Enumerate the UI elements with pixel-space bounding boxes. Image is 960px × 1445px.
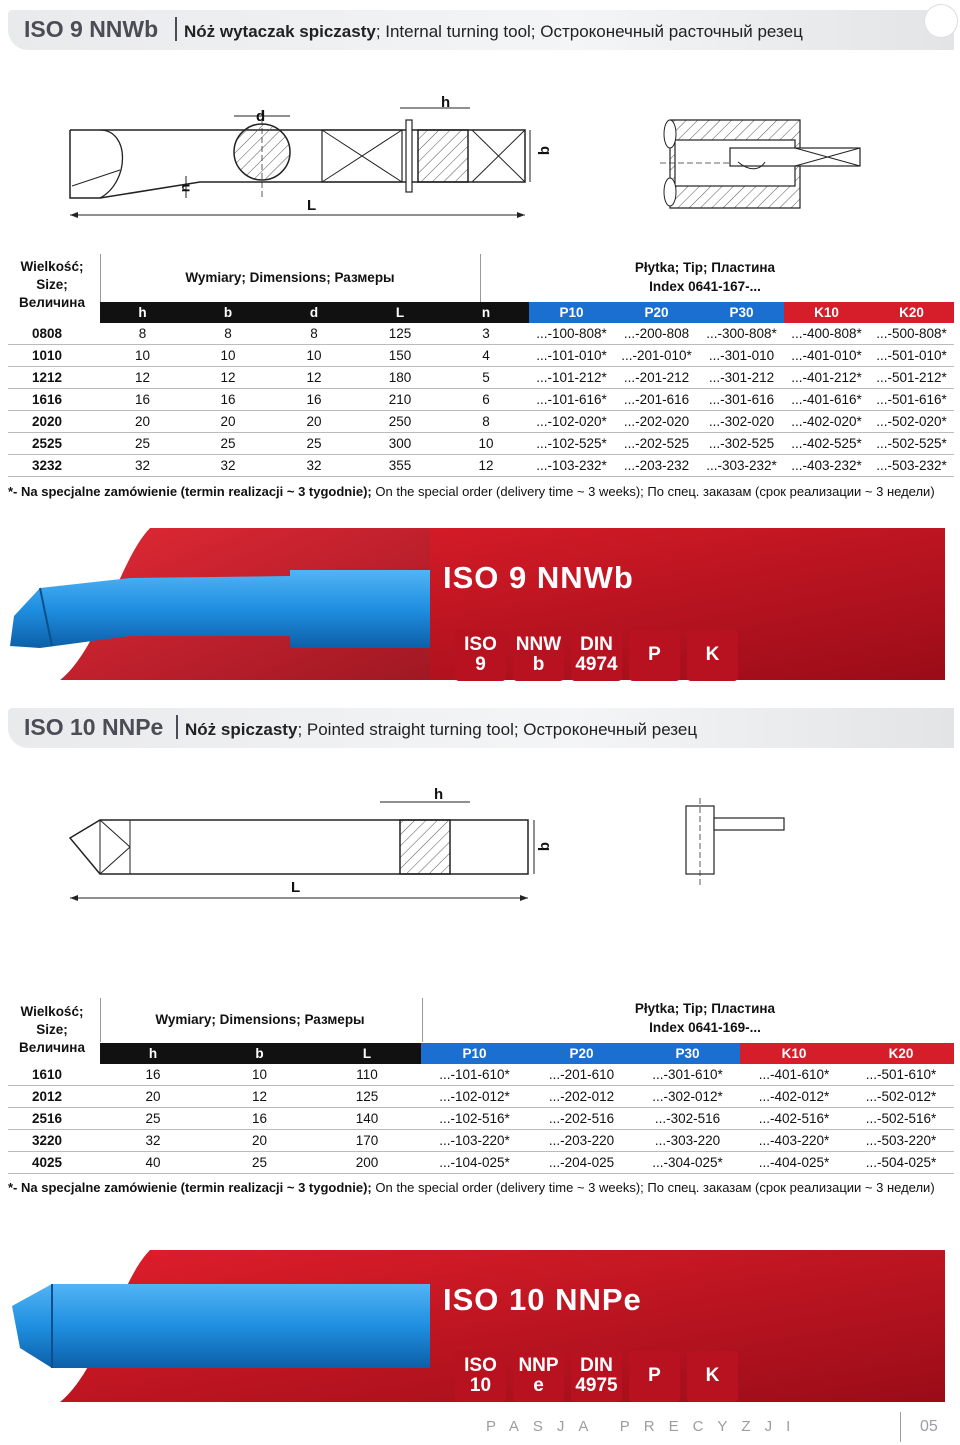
standard-badge xyxy=(571,1351,622,1402)
table-row xyxy=(8,345,954,367)
col-k10: K10 xyxy=(784,302,869,323)
badge-line1: K xyxy=(705,644,720,665)
table-row xyxy=(8,323,954,345)
tip-code-cell: ...-102-525* xyxy=(529,433,614,455)
standard-badge xyxy=(687,630,738,681)
badge-line2: 9 xyxy=(475,654,486,675)
dimension-cell: 10 xyxy=(271,345,357,367)
col-p20: P20 xyxy=(528,1043,635,1064)
corner-circle xyxy=(924,4,958,38)
badge-line2: 4975 xyxy=(575,1375,618,1396)
tip-code-cell: ...-303-220 xyxy=(635,1130,740,1152)
technical-drawing-iso9 xyxy=(60,90,880,230)
tip-code-cell: ...-302-525 xyxy=(699,433,784,455)
dimension-cell: 12 xyxy=(100,367,185,389)
table-header-row xyxy=(8,1043,954,1064)
table-row xyxy=(8,433,954,455)
dimension-cell: 140 xyxy=(313,1108,421,1130)
badge-line1: DIN xyxy=(580,634,613,655)
tip-code-cell: ...-203-220 xyxy=(528,1130,635,1152)
dimension-cell: 150 xyxy=(357,345,443,367)
dim-label-h: h xyxy=(441,94,451,111)
tip-code-cell: ...-101-010* xyxy=(529,345,614,367)
tip-code-cell: ...-402-012* xyxy=(740,1086,848,1108)
dimension-cell: 25 xyxy=(271,433,357,455)
badge-line1: K xyxy=(705,1365,720,1386)
size-cell: 1010 xyxy=(8,345,100,367)
col-L: L xyxy=(357,302,443,323)
tip-code-cell: ...-302-020 xyxy=(699,411,784,433)
special-order-note xyxy=(8,484,935,499)
dimension-cell: 12 xyxy=(185,367,271,389)
tip-code-cell: ...-104-025* xyxy=(421,1152,528,1174)
dimension-cell: 32 xyxy=(185,455,271,477)
table-row xyxy=(8,1086,954,1108)
size-cell: 2516 xyxy=(8,1108,100,1130)
table-row xyxy=(8,1108,954,1130)
size-label-ru: Величина xyxy=(19,295,85,310)
tip-index: Index 0641-169-... xyxy=(649,1020,761,1035)
tip-title: Płytka; Tip; Пластина xyxy=(634,260,776,275)
dimension-cell: 300 xyxy=(357,433,443,455)
tip-code-cell: ...-201-212 xyxy=(614,367,699,389)
col-p10: P10 xyxy=(529,302,614,323)
tip-code-cell: ...-402-020* xyxy=(784,411,869,433)
badge-line1: P xyxy=(648,644,661,665)
tip-code-cell: ...-101-212* xyxy=(529,367,614,389)
dimension-cell: 170 xyxy=(313,1130,421,1152)
dimension-cell: 12 xyxy=(206,1086,313,1108)
dimension-cell: 4 xyxy=(443,345,529,367)
size-cell: 2020 xyxy=(8,411,100,433)
tip-code-cell: ...-304-025* xyxy=(635,1152,740,1174)
col-n: n xyxy=(443,302,529,323)
product-description xyxy=(184,22,803,42)
tip-code-cell: ...-202-012 xyxy=(528,1086,635,1108)
tip-index: Index 0641-167-... xyxy=(649,279,761,294)
col-L: L xyxy=(313,1043,421,1064)
page-number: 05 xyxy=(920,1418,938,1435)
standard-badge xyxy=(571,630,622,681)
dimension-cell: 32 xyxy=(100,1130,206,1152)
tip-code-cell: ...-102-012* xyxy=(421,1086,528,1108)
dimension-cell: 10 xyxy=(100,345,185,367)
standard-badge xyxy=(629,1351,680,1402)
badge-line1: ISO xyxy=(464,634,497,655)
standard-badge xyxy=(455,1351,506,1402)
col-p20: P20 xyxy=(614,302,699,323)
dimension-cell: 110 xyxy=(313,1064,421,1086)
tip-code-cell: ...-302-516 xyxy=(635,1108,740,1130)
tip-code-cell: ...-401-010* xyxy=(784,345,869,367)
dimensions-title: Wymiary; Dimensions; Размеры xyxy=(185,270,395,285)
section-header-iso10 xyxy=(8,708,954,748)
tip-code-cell: ...-102-516* xyxy=(421,1108,528,1130)
tip-title: Płytka; Tip; Пластина xyxy=(634,1001,776,1016)
dimension-cell: 20 xyxy=(271,411,357,433)
dimension-cell: 200 xyxy=(313,1152,421,1174)
tip-code-cell: ...-501-616* xyxy=(869,389,954,411)
table-row xyxy=(8,1064,954,1086)
product-description xyxy=(185,720,697,740)
tip-code-cell: ...-401-610* xyxy=(740,1064,848,1086)
table-header-row xyxy=(8,302,954,323)
col-h: h xyxy=(100,302,185,323)
col-h: h xyxy=(100,1043,206,1064)
table-row xyxy=(8,411,954,433)
tip-code-cell: ...-301-610* xyxy=(635,1064,740,1086)
tip-code-cell: ...-403-220* xyxy=(740,1130,848,1152)
description-rest: ; Pointed straight turning tool; Остроконечный резец xyxy=(297,720,698,739)
tip-code-cell: ...-204-025 xyxy=(528,1152,635,1174)
dimension-cell: 6 xyxy=(443,389,529,411)
size-cell: 1616 xyxy=(8,389,100,411)
size-cell: 4025 xyxy=(8,1152,100,1174)
dimension-cell: 8 xyxy=(271,323,357,345)
dimension-cell: 32 xyxy=(271,455,357,477)
tip-code-cell: ...-103-232* xyxy=(529,455,614,477)
dimension-cell: 10 xyxy=(185,345,271,367)
col-b: b xyxy=(185,302,271,323)
tip-code-cell: ...-400-808* xyxy=(784,323,869,345)
tip-code-cell: ...-203-232 xyxy=(614,455,699,477)
dim-label-b: b xyxy=(536,841,554,852)
tip-code-cell: ...-402-525* xyxy=(784,433,869,455)
tip-code-cell: ...-102-020* xyxy=(529,411,614,433)
dimension-cell: 20 xyxy=(100,1086,206,1108)
badge-line1: NNP xyxy=(518,1355,559,1376)
size-cell: 1212 xyxy=(8,367,100,389)
dimensions-title: Wymiary; Dimensions; Размеры xyxy=(155,1012,365,1027)
note-bold: *- Na specjalne zamówienie (termin realizacji ~ 3 tygodnie); xyxy=(8,484,372,499)
dimension-cell: 12 xyxy=(271,367,357,389)
dim-label-h: h xyxy=(434,786,444,803)
col-p30: P30 xyxy=(635,1043,740,1064)
dimension-cell: 10 xyxy=(443,433,529,455)
size-label-ru: Величина xyxy=(19,1040,85,1055)
dimension-cell: 355 xyxy=(357,455,443,477)
size-label-en: Size; xyxy=(36,277,68,292)
size-cell: 1610 xyxy=(8,1064,100,1086)
dimension-cell: 125 xyxy=(313,1086,421,1108)
banner-title: ISO 10 NNPe xyxy=(443,1282,642,1317)
dim-label-b: b xyxy=(536,145,554,156)
badge-line2: e xyxy=(533,1375,544,1396)
dimension-cell: 25 xyxy=(206,1152,313,1174)
banner-title: ISO 9 NNWb xyxy=(443,560,634,595)
tip-code-cell: ...-301-616 xyxy=(699,389,784,411)
dimension-cell: 5 xyxy=(443,367,529,389)
size-label-pl: Wielkość; xyxy=(20,259,84,274)
size-cell: 3220 xyxy=(8,1130,100,1152)
tip-code-cell: ...-301-212 xyxy=(699,367,784,389)
divider xyxy=(480,254,481,302)
technical-drawing-iso10 xyxy=(60,790,800,910)
tip-code-cell: ...-101-616* xyxy=(529,389,614,411)
size-cell: 2012 xyxy=(8,1086,100,1108)
dimension-cell: 3 xyxy=(443,323,529,345)
dimension-cell: 8 xyxy=(185,323,271,345)
col-k10: K10 xyxy=(740,1043,848,1064)
footer-brand: PASJA PRECYZJI xyxy=(486,1418,805,1435)
tip-code-cell: ...-500-808* xyxy=(869,323,954,345)
tip-code-cell: ...-301-010 xyxy=(699,345,784,367)
standard-badge xyxy=(513,630,564,681)
badge-line2: 4974 xyxy=(575,654,618,675)
tip-code-cell: ...-403-232* xyxy=(784,455,869,477)
dimension-cell: 16 xyxy=(206,1108,313,1130)
tip-code-cell: ...-300-808* xyxy=(699,323,784,345)
header-separator xyxy=(176,715,178,739)
tip-code-cell: ...-501-010* xyxy=(869,345,954,367)
col-p10: P10 xyxy=(421,1043,528,1064)
tip-code-cell: ...-103-220* xyxy=(421,1130,528,1152)
header-separator xyxy=(175,17,177,41)
dimension-cell: 20 xyxy=(100,411,185,433)
footer-divider xyxy=(900,1412,901,1442)
size-cell: 3232 xyxy=(8,455,100,477)
tip-code-cell: ...-502-516* xyxy=(848,1108,954,1130)
dim-label-L: L xyxy=(307,197,317,214)
col-d: d xyxy=(271,302,357,323)
standard-badge xyxy=(629,630,680,681)
tip-code-cell: ...-202-525 xyxy=(614,433,699,455)
spec-table-iso10 xyxy=(8,1043,954,1174)
tip-code-cell: ...-404-025* xyxy=(740,1152,848,1174)
tip-code-cell: ...-201-610 xyxy=(528,1064,635,1086)
tip-code-cell: ...-201-010* xyxy=(614,345,699,367)
tip-code-cell: ...-201-616 xyxy=(614,389,699,411)
divider xyxy=(422,998,423,1042)
product-code: ISO 10 NNPe xyxy=(24,714,164,740)
tip-code-cell: ...-202-020 xyxy=(614,411,699,433)
table-row xyxy=(8,1130,954,1152)
badge-line1: ISO xyxy=(464,1355,497,1376)
dimension-cell: 210 xyxy=(357,389,443,411)
dim-label-d: d xyxy=(256,108,266,125)
tool-image xyxy=(12,1284,430,1368)
tip-code-cell: ...-200-808 xyxy=(614,323,699,345)
badge-line1: P xyxy=(648,1365,661,1386)
col-p30: P30 xyxy=(699,302,784,323)
tip-code-cell: ...-502-525* xyxy=(869,433,954,455)
dimension-cell: 8 xyxy=(443,411,529,433)
table-row xyxy=(8,389,954,411)
special-order-note xyxy=(8,1180,935,1195)
tip-code-cell: ...-502-012* xyxy=(848,1086,954,1108)
col-k20: K20 xyxy=(869,302,954,323)
standard-badge xyxy=(455,630,506,681)
col-k20: K20 xyxy=(848,1043,954,1064)
table-row xyxy=(8,455,954,477)
size-cell: 2525 xyxy=(8,433,100,455)
tip-code-cell: ...-202-516 xyxy=(528,1108,635,1130)
dimension-cell: 12 xyxy=(443,455,529,477)
dimension-cell: 180 xyxy=(357,367,443,389)
dimension-cell: 125 xyxy=(357,323,443,345)
dimension-cell: 16 xyxy=(185,389,271,411)
note-rest: On the special order (delivery time ~ 3 weeks); По спец. заказам (срок реализации ~ 3 недели) xyxy=(371,484,935,499)
tip-code-cell: ...-402-516* xyxy=(740,1108,848,1130)
standard-badge xyxy=(687,1351,738,1402)
dimension-cell: 16 xyxy=(100,389,185,411)
badge-line2: 10 xyxy=(469,1375,492,1396)
tip-code-cell: ...-503-220* xyxy=(848,1130,954,1152)
col-b: b xyxy=(206,1043,313,1064)
dimension-cell: 25 xyxy=(185,433,271,455)
dimension-cell: 25 xyxy=(100,1108,206,1130)
tip-code-cell: ...-101-610* xyxy=(421,1064,528,1086)
tip-code-cell: ...-502-020* xyxy=(869,411,954,433)
description-bold: Nóż wytaczak spiczasty xyxy=(184,22,376,41)
badge-line1: DIN xyxy=(580,1355,613,1376)
dimension-cell: 16 xyxy=(271,389,357,411)
size-cell: 0808 xyxy=(8,323,100,345)
dimension-cell: 10 xyxy=(206,1064,313,1086)
dimension-cell: 40 xyxy=(100,1152,206,1174)
spec-table-iso9 xyxy=(8,302,954,477)
dimension-cell: 20 xyxy=(185,411,271,433)
dimension-cell: 32 xyxy=(100,455,185,477)
dim-label-L: L xyxy=(291,879,301,896)
tip-code-cell: ...-501-610* xyxy=(848,1064,954,1086)
tip-code-cell: ...-504-025* xyxy=(848,1152,954,1174)
tip-code-cell: ...-100-808* xyxy=(529,323,614,345)
dim-label-n: n xyxy=(176,183,193,193)
note-bold: *- Na specjalne zamówienie (termin realizacji ~ 3 tygodnie); xyxy=(8,1180,372,1195)
badge-line2: b xyxy=(532,654,545,675)
standard-badge xyxy=(513,1351,564,1402)
table-row xyxy=(8,1152,954,1174)
tip-code-cell: ...-401-616* xyxy=(784,389,869,411)
section-header-iso9 xyxy=(8,10,954,50)
tip-code-cell: ...-303-232* xyxy=(699,455,784,477)
tip-code-cell: ...-501-212* xyxy=(869,367,954,389)
size-label-en: Size; xyxy=(36,1022,68,1037)
dimension-cell: 16 xyxy=(100,1064,206,1086)
dimension-cell: 8 xyxy=(100,323,185,345)
size-label-pl: Wielkość; xyxy=(20,1004,84,1019)
dimension-cell: 250 xyxy=(357,411,443,433)
tip-code-cell: ...-401-212* xyxy=(784,367,869,389)
dimension-cell: 20 xyxy=(206,1130,313,1152)
description-rest: ; Internal turning tool; Остроконечный расточный резец xyxy=(375,22,803,41)
tip-code-cell: ...-503-232* xyxy=(869,455,954,477)
tip-code-cell: ...-302-012* xyxy=(635,1086,740,1108)
note-rest: On the special order (delivery time ~ 3 weeks); По спец. заказам (срок реализации ~ 3 недели) xyxy=(371,1180,935,1195)
header-blank xyxy=(8,1043,100,1064)
header-blank xyxy=(8,302,100,323)
badge-line1: NNW xyxy=(515,634,562,655)
product-code: ISO 9 NNWb xyxy=(24,16,159,42)
dimension-cell: 25 xyxy=(100,433,185,455)
description-bold: Nóż spiczasty xyxy=(185,720,298,739)
table-row xyxy=(8,367,954,389)
